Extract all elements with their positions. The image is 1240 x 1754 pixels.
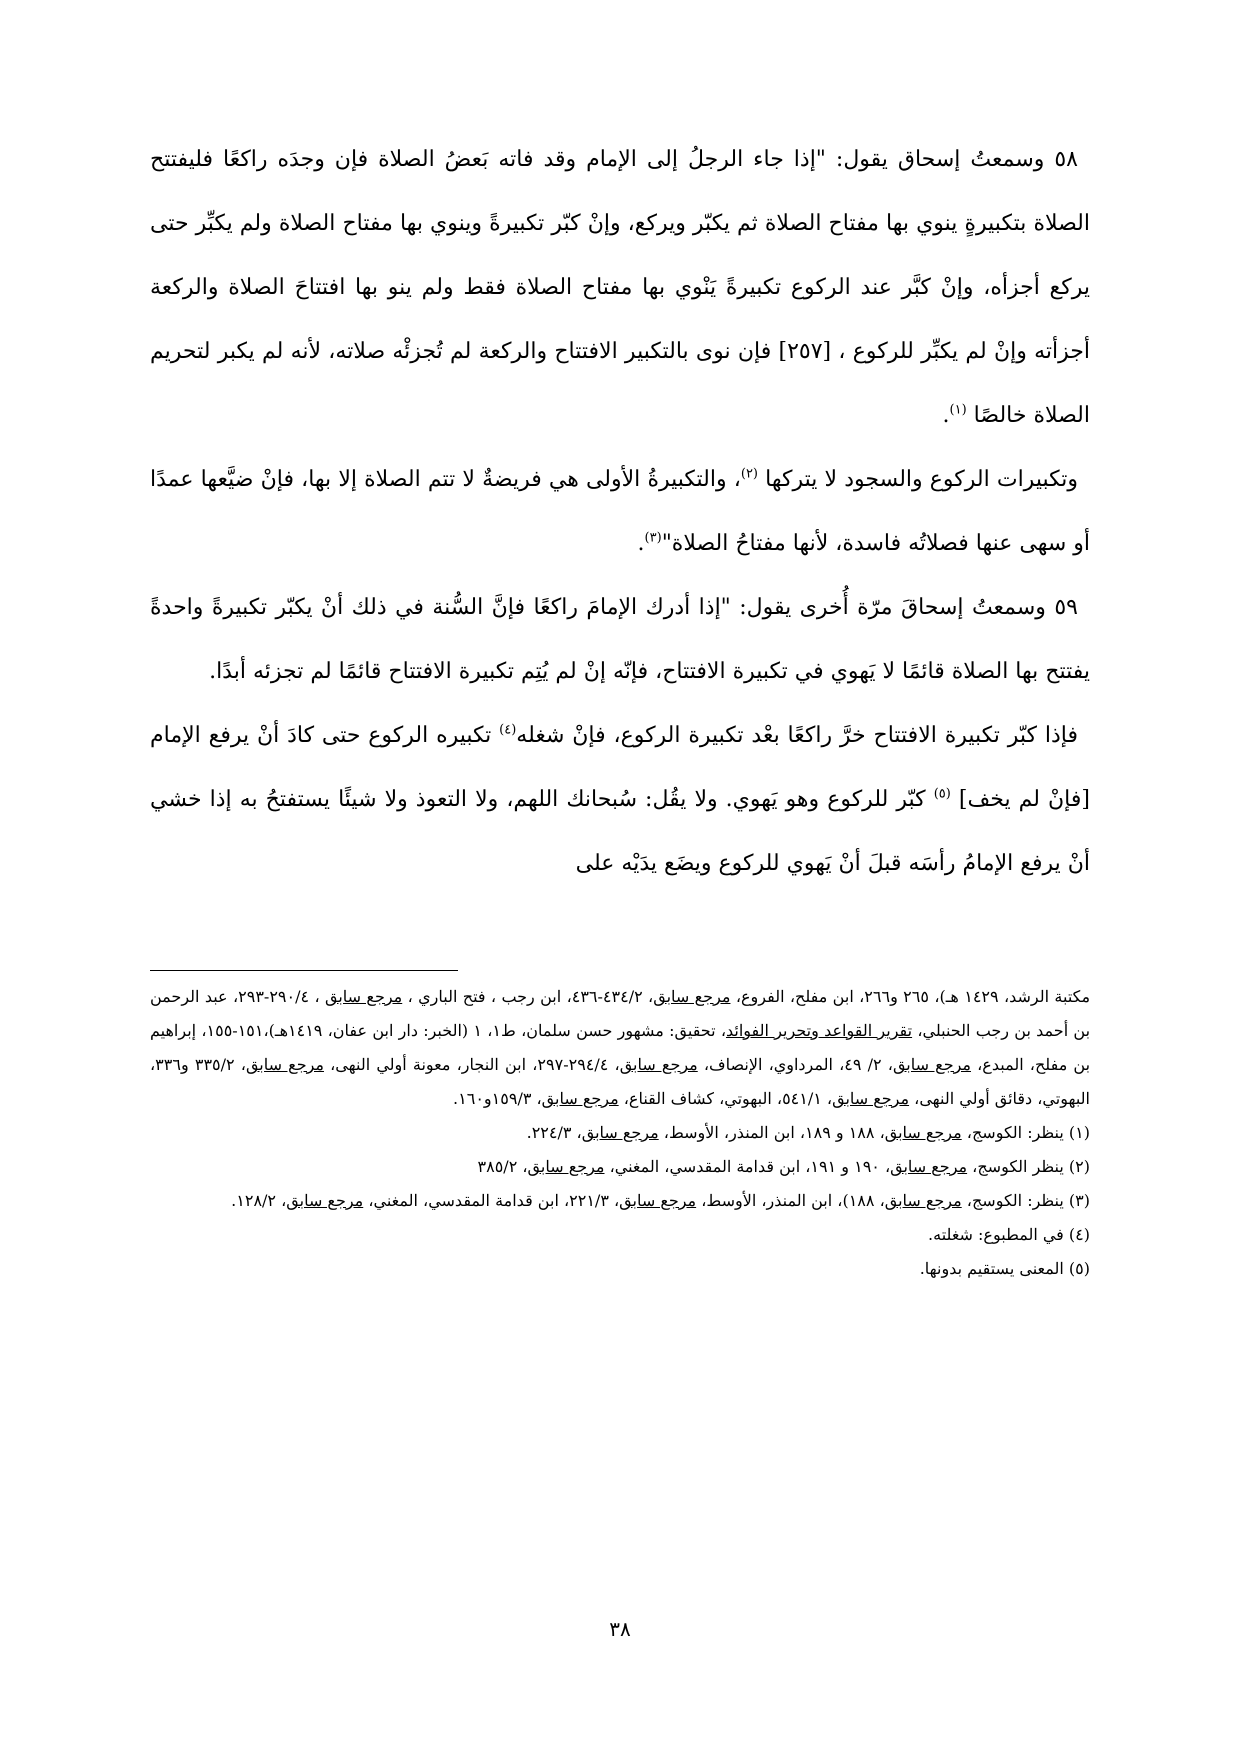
text-run: ، ٤٣٤/٢-٤٣٦، ابن رجب ، فتح الباري ،	[402, 987, 654, 1006]
reference-link-text: مرجع سابق	[619, 1055, 698, 1074]
reference-link-text: مرجع سابق	[541, 1089, 619, 1108]
text-run: ، ٣٣٥/٢ و٣٣٦، البهوتي، دقائق أولي النهى،	[150, 1055, 1090, 1108]
text-run: ، تحقيق: مشهور حسن سلمان، ط١، ١ (الخبر: دار ابن عفان، ١٤١٩هـ)،١٥١-١٥٥، إبراهيم بن مفلح، المبدع،	[150, 1021, 1091, 1074]
paragraph	[150, 576, 1090, 704]
footnote	[150, 1116, 1090, 1150]
text-run: ٥٨ وسمعتُ إسحاق يقول: "إذا جاء الرجلُ إلى الإمام وقد فاته بَعضُ الصلاة فإن وجدَه راكعًا فليفتتح الصلاة بتكبيرةٍ ينوي بها مفتاح الصلاة ثم يكبّر ويركع، وإنْ كبّر تكبيرةً وينوي بها مفتاح الصلاة ولم يكبِّر حتى يركع أجزأه، وإنْ كبَّر عند الركوع تكبيرةً يَنْوي بها مفتاح الصلاة فقط ولم ينو بها افتتاحَ الصلاة والركعة أجزأته وإنْ لم يكبِّر للركوع ، [٢٥٧] فإن نوى بالتكبير الافتتاح والركعة لم تُجزئْه صلاته، لأنه لم يكبر لتحريم الصلاة خالصًا	[150, 147, 1090, 428]
footnote	[150, 1218, 1090, 1252]
text-run: ، ٢٩٤/٤-٢٩٧، ابن النجار، معونة أولي النهى،	[323, 1055, 620, 1074]
reference-link-text: تقرير القواعد وتحرير الفوائد	[725, 1021, 913, 1040]
reference-link-text: مرجع سابق	[245, 1055, 324, 1074]
text-run: ، ٢/ ٤٩، المرداوي، الإنصاف،	[697, 1055, 893, 1074]
paragraph	[150, 128, 1090, 448]
text-run: ، ٢٢١/٣، ابن قدامة المقدسي، المغني،	[363, 1191, 620, 1210]
footnote	[150, 980, 1090, 1116]
footnote-divider	[150, 970, 458, 971]
paragraph	[150, 704, 1090, 896]
text-run: .	[942, 403, 950, 428]
footnote-ref: (١)	[949, 402, 967, 418]
reference-link-text: مرجع سابق	[581, 1123, 659, 1142]
text-run: مكتبة الرشد، ١٤٢٩ هـ)، ٢٦٥ و٢٦٦، ابن مفلح، الفروع،	[730, 987, 1091, 1006]
text-run: ، ١٢٨/٢.	[231, 1191, 287, 1210]
text-run: (٢) ينظر الكوسج،	[967, 1157, 1090, 1176]
text-run: ، ١٥٩/٣و١٦٠.	[453, 1089, 542, 1108]
reference-link-text: مرجع سابق	[884, 1191, 962, 1210]
footnote-ref: (٣)	[644, 530, 662, 546]
reference-link-text: مرجع سابق	[286, 1191, 364, 1210]
footnote	[150, 1252, 1090, 1286]
text-run: (٤) في المطبوع: شغلته.	[928, 1225, 1090, 1244]
text-run: ، ٥٤١/١، البهوتي، كشاف القناع،	[618, 1089, 833, 1108]
footnote-ref: (٢)	[740, 466, 758, 482]
text-run: ، ١٨٨)، ابن المنذر، الأوسط،	[696, 1191, 885, 1210]
footnote-ref: (٤)	[499, 722, 517, 738]
reference-link-text: مرجع سابق	[619, 1191, 697, 1210]
text-run: ، ١٩٠ و ١٩١، ابن قدامة المقدسي، المغني،	[604, 1157, 891, 1176]
reference-link-text: مرجع سابق	[653, 987, 731, 1006]
reference-link-text: مرجع سابق	[832, 1089, 910, 1108]
text-run: فإذا كبّر تكبيرة الافتتاح خرَّ راكعًا بعْد تكبيرة الركوع، فإنْ شغله	[516, 723, 1078, 748]
text-run: كبّر للركوع وهو يَهوي. ولا يقُل: سُبحانك اللهم، ولا التعوذ ولا شيئًا يستفتحُ به إذا خشي أنْ يرفع الإمامُ رأسَه قبلَ أنْ يَهوي للركوع ويضَع يدَيْه على	[150, 787, 1090, 876]
reference-link-text: مرجع سابق	[324, 987, 403, 1006]
text-run: (١) ينظر: الكوسج،	[961, 1123, 1090, 1142]
reference-link-text: مرجع سابق	[892, 1055, 971, 1074]
reference-link-text: مرجع سابق	[890, 1157, 968, 1176]
footnote	[150, 1150, 1090, 1184]
footnote	[150, 1184, 1090, 1218]
text-run: (٥) المعنى يستقيم بدونها.	[919, 1259, 1090, 1278]
text-run: ٥٩ وسمعتُ إسحاقَ مرّة أُخرى يقول: "إذا أدرك الإمامَ راكعًا فإنَّ السُّنة في ذلك أنْ يكبّر تكبيرةً واحدةً يفتتح بها الصلاة قائمًا لا يَهوي في تكبيرة الافتتاح، فإنّه إنْ لم يُتِم تكبيرة الافتتاح قائمًا لم تجزئه أبدًا.	[150, 595, 1090, 684]
text-run: (٣) ينظر: الكوسج،	[961, 1191, 1090, 1210]
text-run: تكبيره الركوع حتى كادَ أنْ يرفع الإمام [فإنْ لم يخف]	[150, 723, 1090, 812]
text-run: ، ١٨٨ و ١٨٩، ابن المنذر، الأوسط،	[658, 1123, 885, 1142]
footnotes	[150, 980, 1090, 1286]
page-number: ٣٨	[609, 1617, 631, 1641]
text-run: ، ٢٩٠/٤-٢٩٣، عبد الرحمن بن أحمد بن رجب الحنبلي،	[150, 987, 1091, 1040]
footnote-ref: (٥)	[933, 786, 951, 802]
text-run: .	[637, 531, 645, 556]
text-run: ، ٣٨٥/٢	[477, 1157, 528, 1176]
paragraph	[150, 448, 1090, 576]
reference-link-text: مرجع سابق	[884, 1123, 962, 1142]
text-run: وتكبيرات الركوع والسجود لا يتركها	[758, 467, 1078, 492]
text-run: ، والتكبيرةُ الأولى هي فريضةٌ لا تتم الصلاة إلا بها، فإنْ ضيَّعها عمدًا أو سهى عنها فصلاتُه فاسدة، لأنها مفتاحُ الصلاة"	[150, 467, 1090, 556]
reference-link-text: مرجع سابق	[527, 1157, 605, 1176]
main-text	[150, 128, 1090, 896]
text-run: ، ٢٢٤/٣.	[526, 1123, 582, 1142]
